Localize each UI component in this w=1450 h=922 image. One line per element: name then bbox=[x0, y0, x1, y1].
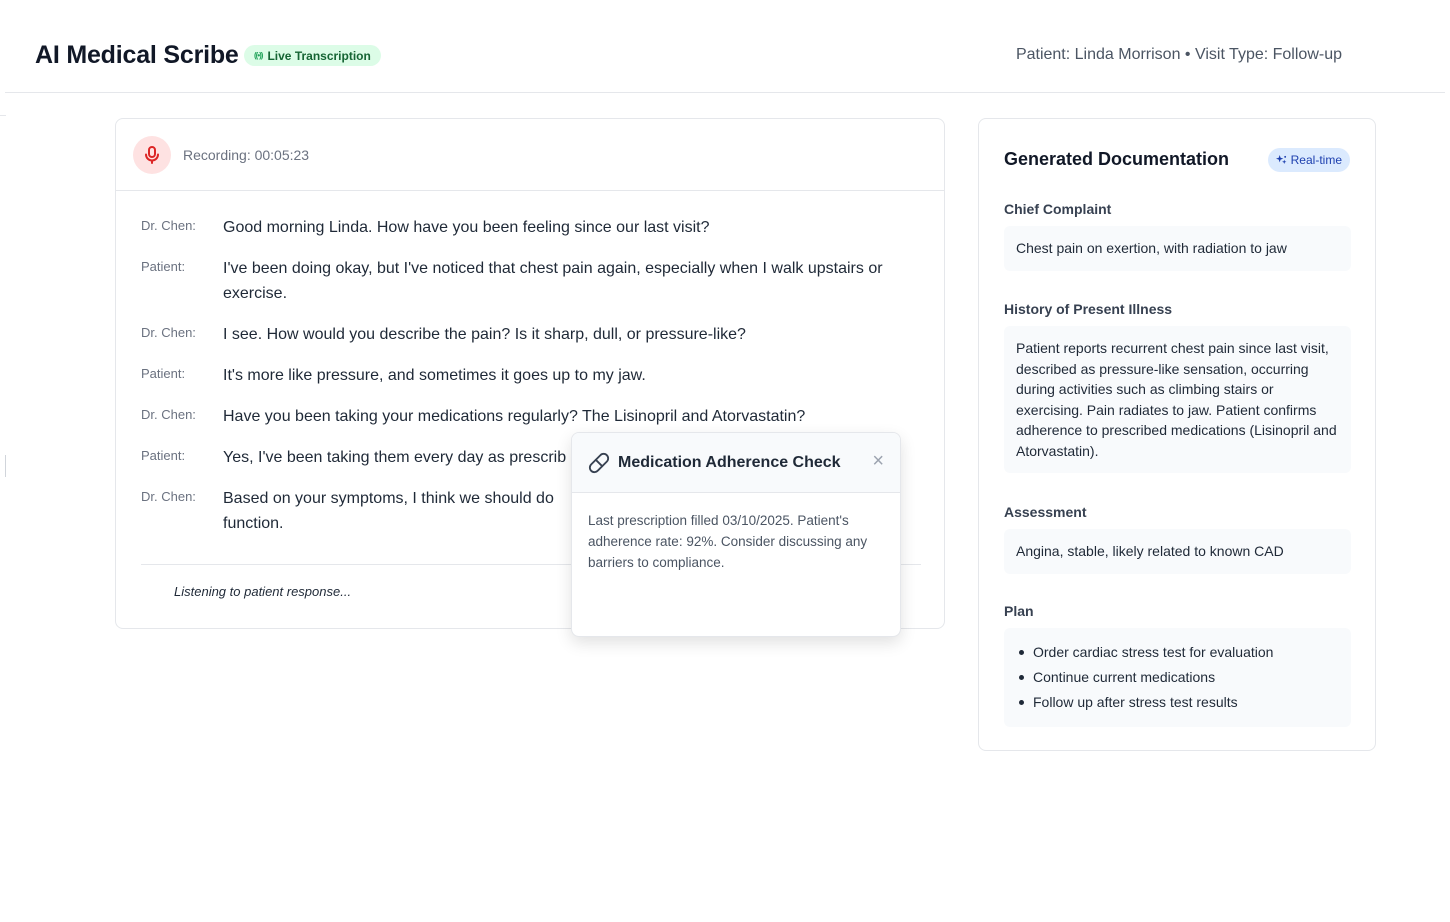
live-badge-label: Live Transcription bbox=[267, 48, 371, 63]
resize-handle[interactable] bbox=[5, 455, 6, 477]
patient-info: Patient: Linda Morrison • Visit Type: Follow-up bbox=[1015, 46, 1342, 63]
app-title: AI Medical Scribe bbox=[35, 41, 239, 69]
transcript-line bbox=[141, 404, 921, 429]
speaker-label: Dr. Chen: bbox=[141, 325, 196, 340]
section-label: Chief Complaint bbox=[1004, 201, 1112, 217]
edge-divider bbox=[0, 115, 6, 116]
broadcast-icon: ((•)) bbox=[254, 51, 263, 60]
transcript-line bbox=[141, 256, 921, 306]
plan-list-box bbox=[1004, 628, 1351, 727]
sparkle-icon bbox=[1276, 155, 1287, 166]
realtime-badge bbox=[1268, 148, 1350, 172]
utterance-text: Have you been taking your medications regularly? The Lisinopril and Atorvastatin? bbox=[223, 408, 806, 425]
documentation-title: Generated Documentation bbox=[1004, 149, 1230, 169]
app-header bbox=[5, 0, 1445, 93]
utterance-text: I see. How would you describe the pain? Is it sharp, dull, or pressure-like? bbox=[223, 326, 746, 343]
utterance-text: Yes, I've been taking them every day as prescrib bbox=[223, 449, 567, 466]
live-transcription-badge bbox=[244, 45, 381, 66]
medication-adherence-popup bbox=[571, 432, 901, 637]
assessment-text: Angina, stable, likely related to known CAD bbox=[1004, 529, 1351, 574]
speaker-label: Dr. Chen: bbox=[141, 407, 196, 422]
section-hpi bbox=[1004, 301, 1351, 473]
utterance-text: It's more like pressure, and sometimes it goes up to my jaw. bbox=[223, 367, 646, 384]
speaker-label: Patient: bbox=[141, 366, 186, 381]
section-label: History of Present Illness bbox=[1004, 301, 1173, 317]
realtime-badge-label: Real-time bbox=[1290, 153, 1342, 167]
recording-timer: Recording: 00:05:23 bbox=[183, 146, 310, 163]
speaker-label: Patient: bbox=[141, 259, 186, 274]
speaker-label: Dr. Chen: bbox=[141, 218, 196, 233]
plan-item: Continue current medications bbox=[1016, 665, 1339, 690]
plan-list bbox=[1016, 640, 1339, 715]
close-icon[interactable]: × bbox=[872, 450, 884, 472]
popup-title: Medication Adherence Check bbox=[618, 453, 841, 471]
transcript-line bbox=[141, 363, 921, 388]
utterance-line-2: function. bbox=[223, 515, 284, 532]
microphone-icon bbox=[144, 146, 160, 164]
section-label: Assessment bbox=[1004, 504, 1087, 520]
utterance-text: I've been doing okay, but I've noticed that chest pain again, especially when I walk upstairs or exercise. bbox=[223, 260, 883, 302]
utterance-line-1: Based on your symptoms, I think we should do bbox=[223, 490, 554, 507]
record-button[interactable] bbox=[133, 136, 171, 174]
speaker-label: Patient: bbox=[141, 448, 186, 463]
pill-icon bbox=[588, 452, 610, 474]
popup-header bbox=[572, 433, 900, 493]
section-plan bbox=[1004, 603, 1351, 727]
transcript-line bbox=[141, 215, 921, 240]
plan-item: Order cardiac stress test for evaluation bbox=[1016, 640, 1339, 665]
listening-status: Listening to patient response... bbox=[174, 584, 352, 599]
speaker-label: Dr. Chen: bbox=[141, 489, 196, 504]
section-label: Plan bbox=[1004, 603, 1034, 619]
utterance-text: Good morning Linda. How have you been feeling since our last visit? bbox=[223, 219, 710, 236]
recording-bar bbox=[116, 119, 944, 191]
transcript-line bbox=[141, 322, 921, 347]
documentation-panel bbox=[978, 118, 1376, 751]
hpi-text: Patient reports recurrent chest pain since last visit, described as pressure-like sensation, occurring during activities such as climbing stairs or exercising. Pain radiates to jaw. Patient confirms adherence to prescribed medications (Lisinopril and Atorvastatin). bbox=[1004, 326, 1351, 473]
chief-complaint-text: Chest pain on exertion, with radiation to jaw bbox=[1004, 226, 1351, 271]
popup-body: Last prescription filled 03/10/2025. Patient's adherence rate: 92%. Consider discussing any barriers to compliance. bbox=[588, 513, 868, 570]
section-chief-complaint bbox=[1004, 201, 1351, 271]
section-assessment bbox=[1004, 504, 1351, 574]
plan-item: Follow up after stress test results bbox=[1016, 690, 1339, 715]
utterance-text bbox=[223, 486, 554, 536]
